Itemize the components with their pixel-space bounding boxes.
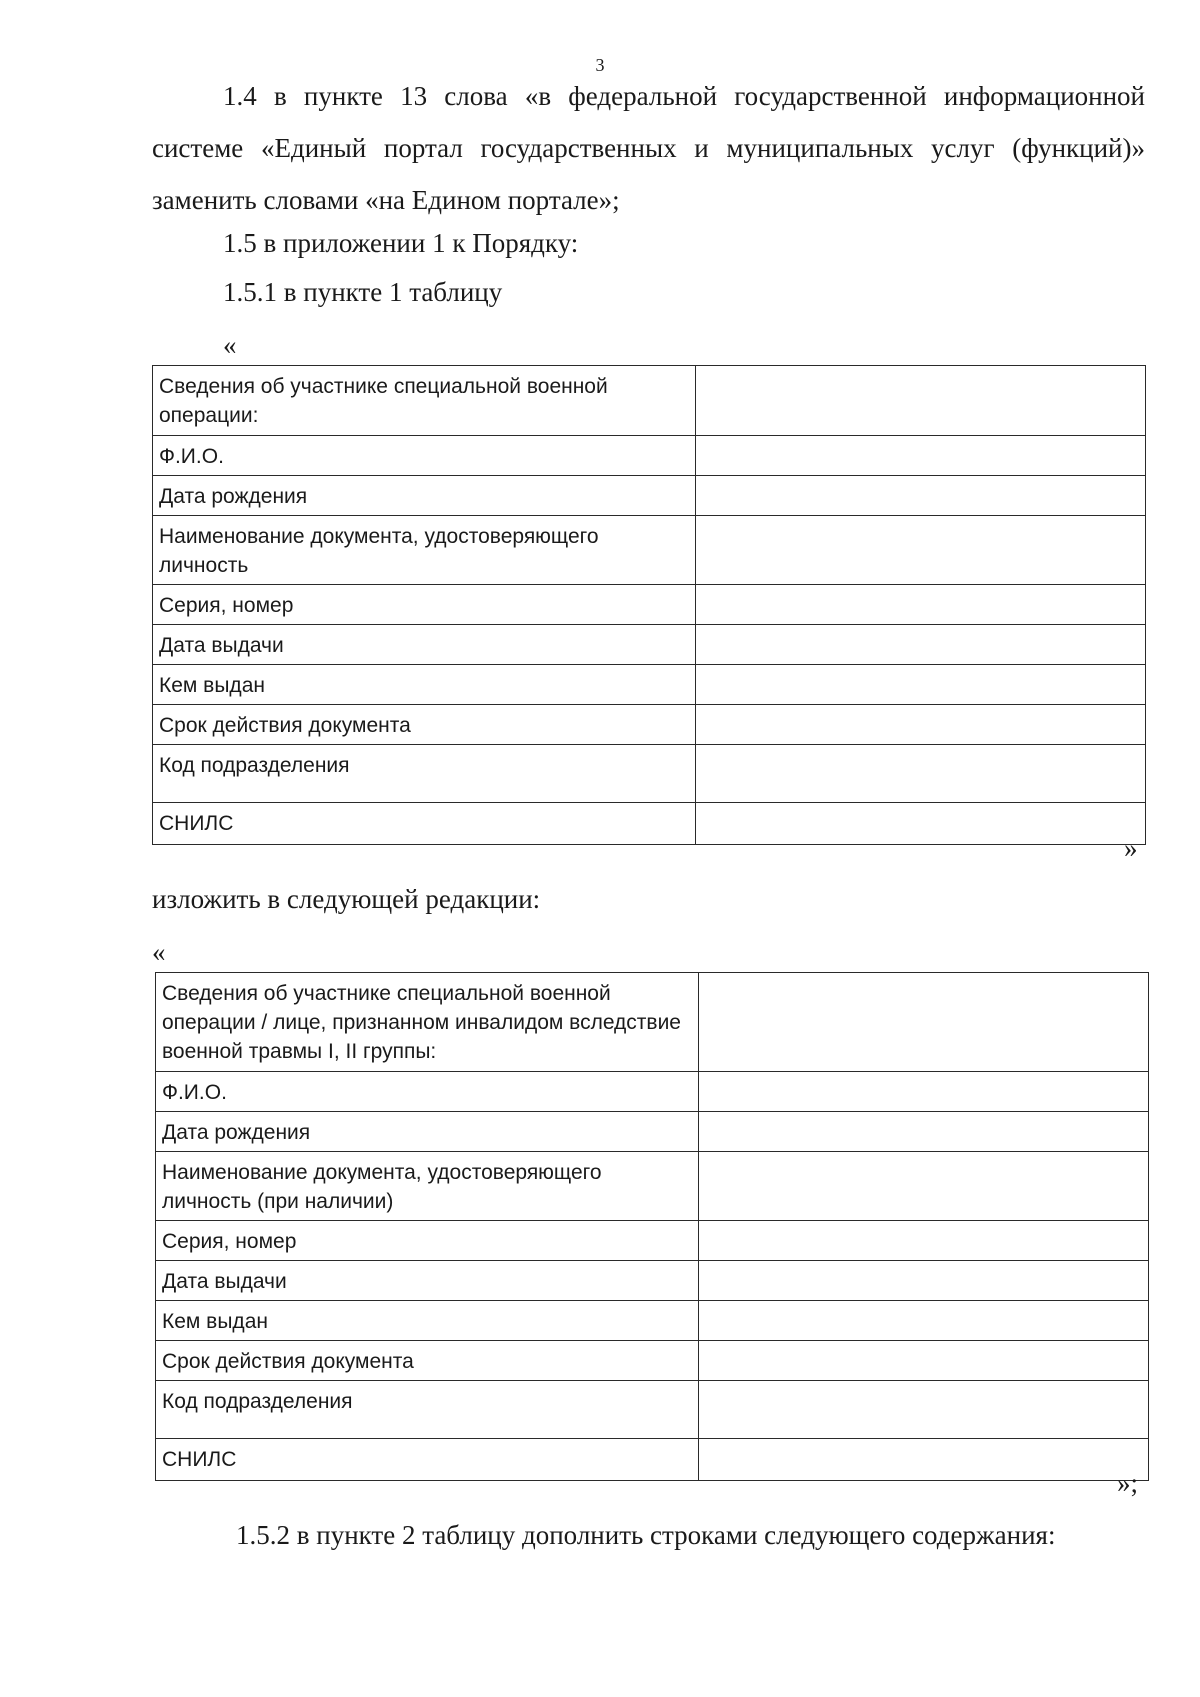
table-old-label-issue-date: Дата выдачи: [153, 625, 696, 665]
table-row: [156, 1112, 1149, 1152]
page-number: 3: [595, 55, 605, 75]
table-row: [153, 476, 1146, 516]
paragraph-1-4-line-1: 1.4 в пункте 13 слова «в федеральной государственной информационной: [223, 81, 1145, 111]
table-new-label-issue-date: Дата выдачи: [156, 1261, 699, 1301]
table-new-value-birthdate: [699, 1112, 1149, 1152]
table-old-label-id-document: Наименование документа, удостоверяющего личность: [153, 516, 696, 585]
table-new-label-snils: СНИЛС: [156, 1439, 699, 1481]
table-new-value-id-document: [699, 1152, 1149, 1221]
table-old-label-fio: Ф.И.О.: [153, 436, 696, 476]
table-old-value-snils: [696, 803, 1146, 845]
item-1-5-2: 1.5.2 в пункте 2 таблицу дополнить строками следующего содержания:: [236, 1520, 1056, 1550]
paragraph-1-4-line-3: заменить словами «на Едином портале»;: [152, 185, 620, 215]
close-quote-2: »;: [1117, 1468, 1139, 1498]
open-quote-1: «: [223, 330, 237, 360]
table-old-value-svedeniya: [696, 366, 1146, 436]
table-new-value-division-code: [699, 1381, 1149, 1439]
item-1-5: 1.5 в приложении 1 к Порядку:: [223, 228, 579, 258]
table-new-label-fio: Ф.И.О.: [156, 1072, 699, 1112]
table-old-value-birthdate: [696, 476, 1146, 516]
table-new-label-id-document: Наименование документа, удостоверяющего личность (при наличии): [156, 1152, 699, 1221]
table-old-value-issue-date: [696, 625, 1146, 665]
table-row: [153, 665, 1146, 705]
close-quote-1: »: [1124, 833, 1138, 863]
table-row: [153, 625, 1146, 665]
table-new-label-division-code: Код подразделения: [156, 1381, 699, 1439]
table-new-label-birthdate: Дата рождения: [156, 1112, 699, 1152]
paragraph-1-4: [152, 70, 1145, 226]
paragraph-1-4-line-2: системе «Единый портал государственных и муниципальных услуг (функций)»: [152, 133, 1145, 163]
table-new-value-snils: [699, 1439, 1149, 1481]
table-row: [156, 1152, 1149, 1221]
table-row: [156, 1301, 1149, 1341]
table-old-label-birthdate: Дата рождения: [153, 476, 696, 516]
table-row: [153, 745, 1146, 803]
table-old-value-issued-by: [696, 665, 1146, 705]
table-old-value-series-number: [696, 585, 1146, 625]
item-1-5-1: 1.5.1 в пункте 1 таблицу: [223, 277, 503, 307]
table-row: [156, 1439, 1149, 1481]
table-old-label-snils: СНИЛС: [153, 803, 696, 845]
table-old-label-issued-by: Кем выдан: [153, 665, 696, 705]
table-old-value-validity: [696, 705, 1146, 745]
table-new-value-fio: [699, 1072, 1149, 1112]
table-new-label-series-number: Серия, номер: [156, 1221, 699, 1261]
table-new: [155, 972, 1149, 1481]
table-new-label-validity: Срок действия документа: [156, 1341, 699, 1381]
replace-text: изложить в следующей редакции:: [152, 884, 541, 914]
table-new-value-svedeniya: [699, 973, 1149, 1072]
table-row: [153, 585, 1146, 625]
table-old-label-svedeniya: Сведения об участнике специальной военной операции:: [153, 366, 696, 436]
table-old-label-validity: Срок действия документа: [153, 705, 696, 745]
table-old-value-fio: [696, 436, 1146, 476]
table-row: [153, 803, 1146, 845]
table-row: [156, 973, 1149, 1072]
table-row: [156, 1381, 1149, 1439]
table-row: [153, 366, 1146, 436]
table-row: [156, 1341, 1149, 1381]
table-row: [153, 436, 1146, 476]
table-new-value-issue-date: [699, 1261, 1149, 1301]
open-quote-2: «: [152, 937, 166, 967]
table-new-label-issued-by: Кем выдан: [156, 1301, 699, 1341]
table-old: [152, 365, 1146, 845]
table-row: [153, 705, 1146, 745]
table-new-value-issued-by: [699, 1301, 1149, 1341]
table-row: [156, 1221, 1149, 1261]
table-old-value-division-code: [696, 745, 1146, 803]
table-new-value-series-number: [699, 1221, 1149, 1261]
table-row: [153, 516, 1146, 585]
table-row: [156, 1072, 1149, 1112]
table-row: [156, 1261, 1149, 1301]
table-old-label-series-number: Серия, номер: [153, 585, 696, 625]
table-new-label-svedeniya: Сведения об участнике специальной военной операции / лице, признанном инвалидом вследствие военной травмы I, II группы:: [156, 973, 699, 1072]
table-new-value-validity: [699, 1341, 1149, 1381]
table-old-label-division-code: Код подразделения: [153, 745, 696, 803]
table-old-value-id-document: [696, 516, 1146, 585]
